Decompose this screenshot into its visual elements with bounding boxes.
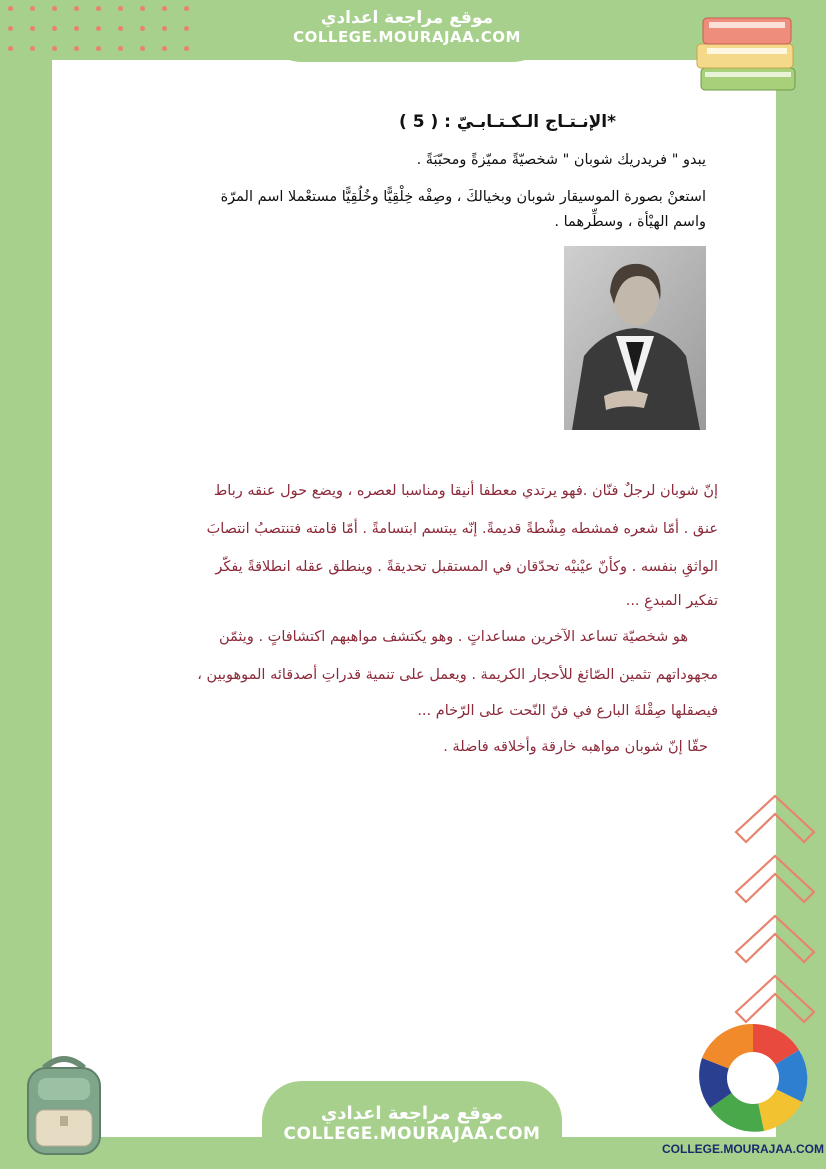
answer-line: فيصقلها صِقْلةَ البارع في فنّ النّحت على الرّخام ... xyxy=(417,703,718,719)
exercise-title: *الإنـتـاج الـكـتـابـيّ : ( 5 ) xyxy=(399,112,616,132)
decorative-dots xyxy=(8,6,208,56)
footer-site-tab xyxy=(262,1081,562,1169)
answer-line: عنق . أمّا شعره فمشطه مِشْطةً قديمةً. إنّه يبتسم ابتسامةً . أمّا قامته فتنتصبُ انتصابَ xyxy=(206,521,718,537)
footer-site-url[interactable]: COLLEGE.MOURAJAA.COM xyxy=(283,1124,541,1144)
answer-line: الواثقِ بنفسه . وكأنّ عيْنيْه تحدّقان في المستقبل تحديقةً . وينطلق عقله انطلاقةً يفكّر xyxy=(215,559,718,575)
books-icon xyxy=(695,10,800,100)
badge-site-label[interactable]: COLLEGE.MOURAJAA.COM xyxy=(662,1142,824,1156)
backpack-icon xyxy=(14,1050,114,1160)
header-site-tab xyxy=(262,0,552,62)
answer-line: تفكير المبدعِ ... xyxy=(625,593,718,609)
exercise-prompt-line-1: يبدو " فريدريك شوبان " شخصيّةً مميّزةً ومحبّبَةً . xyxy=(416,152,706,168)
header-site-arabic: موقع مراجعة اعدادي xyxy=(320,8,494,28)
frame-left xyxy=(0,0,52,1169)
chevron-up-icon xyxy=(730,790,820,1030)
answer-line: مجهوداتهم تثمين الصّائغ للأحجار الكريمة . ويعمل على تنمية قدراتِ أصدقائه الموهوبين ، xyxy=(197,667,718,683)
portrait-photo xyxy=(564,246,706,430)
exercise-prompt-line-3: واسم الهيْأة ، وسطِّرهما . xyxy=(554,214,706,230)
answer-line: هو شخصيّة تساعد الآخرين مساعداتٍ . وهو يكتشف مواهبهم اكتشافاتٍ . ويثمّن xyxy=(219,629,688,645)
footer-site-arabic: موقع مراجعة اعدادي xyxy=(320,1103,504,1124)
education-badge-icon xyxy=(694,1022,812,1134)
answer-line: حقّا إنّ شوبان مواهبه خارقة وأخلاقه فاضلة . xyxy=(443,739,708,755)
exercise-prompt-line-2: استعنْ بصورة الموسيقار شوبان وبخيالكَ ، وصِفْه خِلْقِيًّا وخُلُقِيًّا مستعْملا اسم المرّة xyxy=(220,189,706,205)
answer-line: إنّ شوبان لرجلٌ فنّان .فهو يرتدي معطفا أنيقا ومناسبا لعصره ، ويضع حول عنقه رباط xyxy=(213,483,718,499)
header-site-url[interactable]: COLLEGE.MOURAJAA.COM xyxy=(293,28,521,46)
